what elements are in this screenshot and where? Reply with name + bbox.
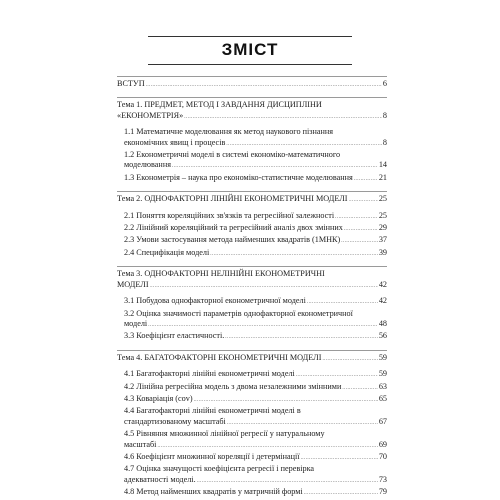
toc-page-number: 14 — [378, 160, 387, 170]
toc-page-number: 37 — [378, 235, 387, 245]
toc-section-entry[interactable] — [117, 211, 387, 223]
page-title: ЗМІСТ — [221, 40, 279, 59]
toc-section-entry[interactable] — [117, 296, 387, 308]
toc-chapter-entry[interactable] — [117, 97, 387, 123]
toc-page-number: 8 — [382, 110, 387, 120]
toc-entry-title: моделювання — [124, 160, 171, 170]
toc-entry-title: Тема 4. БАГАТОФАКТОРНІ ЕКОНОМЕТРИЧНІ МОДЕЛІ — [117, 352, 322, 362]
toc-section-entry[interactable] — [117, 309, 387, 332]
toc-dot-leader — [227, 419, 378, 429]
toc-page-number: 6 — [382, 79, 387, 88]
toc-dot-leader — [197, 477, 378, 487]
toc-page-number: 8 — [382, 137, 387, 147]
toc-entry-title: 2.4 Специфікація моделі — [124, 247, 210, 257]
toc-entry-title: 2.2 Лінійний кореляційний та регресійний аналіз двох змінних — [124, 223, 343, 233]
toc-dot-leader — [344, 225, 378, 235]
toc-chapter-entry[interactable] — [117, 266, 387, 292]
toc-page-number: 42 — [378, 296, 387, 306]
toc-entry-title: МОДЕЛІ — [117, 279, 149, 289]
toc-entry-title: адекватності моделі. — [124, 474, 196, 484]
toc-page-number: 69 — [378, 439, 387, 449]
toc-page-number: 79 — [378, 487, 387, 497]
toc-section-entry[interactable] — [117, 452, 387, 464]
toc-entry-title-line1: 4.7 Оцінка значущості коефіцієнта регресії і перевірка — [124, 464, 315, 474]
toc-dot-leader — [184, 113, 382, 123]
toc-entry-title: 1.3 Економетрія – наука про економіко-статистичне моделювання — [124, 172, 353, 182]
toc-dot-leader — [148, 321, 378, 331]
toc-dot-leader — [307, 298, 378, 308]
toc-chapter-entry[interactable] — [117, 191, 387, 206]
toc-page-number: 65 — [378, 393, 387, 403]
toc-entry-title: 4.1 Багатофакторні лінійні економетричні моделі — [124, 369, 295, 379]
toc-entry-title: 4.2 Лінійна регресійна модель з двома незалежними змінними — [124, 381, 342, 391]
toc-dot-leader — [226, 140, 382, 150]
toc-dot-leader — [146, 81, 382, 91]
toc-entry-title: економічних явищ і процесів — [124, 137, 226, 147]
toc-dot-leader — [225, 333, 378, 343]
toc-section-entry[interactable] — [117, 248, 387, 260]
toc-entry-title-line1: 1.1 Математичне моделювання як метод наукового пізнання — [124, 127, 334, 137]
toc-page-number: 25 — [378, 194, 387, 204]
toc-entry-title: Тема 2. ОДНОФАКТОРНІ ЛІНІЙНІ ЕКОНОМЕТРИЧНІ МОДЕЛІ — [117, 194, 348, 204]
toc-entry-title: 4.3 Коваріація (cov) — [124, 393, 193, 403]
toc-chapter-entry[interactable] — [117, 76, 387, 91]
toc-entry-title-line1: 1.2 Економетричні моделі в системі економіко-математичного — [124, 150, 341, 160]
toc-section-entry[interactable] — [117, 331, 387, 343]
toc-dot-leader — [210, 250, 378, 260]
toc-section-entry[interactable] — [117, 464, 387, 487]
toc-section-entry[interactable] — [117, 369, 387, 381]
toc-dot-leader — [301, 454, 378, 464]
toc-page-number: 73 — [378, 474, 387, 484]
toc-dot-leader — [341, 237, 378, 247]
toc-section-entry[interactable] — [117, 382, 387, 394]
toc-page-number: 67 — [378, 416, 387, 426]
toc-dot-leader — [194, 396, 378, 406]
toc-section-entry[interactable] — [117, 235, 387, 247]
toc-entry-title: «ЕКОНОМЕТРІЯ» — [117, 110, 184, 120]
toc-section-entry[interactable] — [117, 173, 387, 185]
toc-dot-leader — [304, 489, 378, 499]
toc-chapter-entry[interactable] — [117, 350, 387, 365]
toc-entry-title-line1: 4.5 Рівняння множинної лінійної регресії у натуральному — [124, 429, 325, 439]
toc-section-entry[interactable] — [117, 487, 387, 499]
toc-page-number: 48 — [378, 318, 387, 328]
toc-page-number: 25 — [378, 210, 387, 220]
toc-page-number: 42 — [378, 279, 387, 289]
toc-page-number: 63 — [378, 381, 387, 391]
toc-entry-title: моделі — [124, 318, 148, 328]
toc-entry-title: 2.3 Умови застосування метода найменших квадратів (1МНК) — [124, 235, 341, 245]
toc-page-number: 39 — [378, 247, 387, 257]
toc-dot-leader — [354, 175, 378, 185]
toc-page-number: 29 — [378, 223, 387, 233]
toc-dot-leader — [335, 213, 378, 223]
toc-entry-title: 3.1 Побудова однофакторної економетричної моделі — [124, 296, 306, 306]
toc-dot-leader — [172, 162, 378, 172]
toc-section-entry[interactable] — [117, 394, 387, 406]
toc-section-entry[interactable] — [117, 150, 387, 173]
toc-entry-title: 2.1 Поняття кореляційних зв'язків та регресійної залежності — [124, 210, 335, 220]
toc-page-number: 21 — [378, 172, 387, 182]
toc-entry-title: 4.6 Коефіцієнт множинної кореляції і детермінації — [124, 451, 300, 461]
table-of-contents — [117, 70, 387, 500]
toc-page-number: 59 — [378, 352, 387, 362]
toc-section-entry[interactable] — [117, 223, 387, 235]
toc-entry-title: 4.8 Метод найменших квадратів у матричній формі — [124, 487, 303, 497]
toc-dot-leader — [157, 442, 377, 452]
toc-entry-title-line1: 3.2 Оцінка значимості параметрів однофакторної економетричної — [124, 308, 353, 318]
toc-entry-title: стандартизованому масштабі — [124, 416, 226, 426]
toc-section-entry[interactable] — [117, 406, 387, 429]
title-rule-top — [148, 36, 352, 37]
toc-dot-leader — [322, 355, 377, 365]
toc-dot-leader — [296, 371, 378, 381]
toc-entry-title-line1: Тема 1. ПРЕДМЕТ, МЕТОД І ЗАВДАННЯ ДИСЦИПЛІНИ — [117, 100, 322, 110]
toc-dot-leader — [150, 282, 378, 292]
toc-page-number: 56 — [378, 331, 387, 341]
toc-entry-title: 3.3 Коефіцієнт еластичності. — [124, 331, 225, 341]
toc-section-entry[interactable] — [117, 429, 387, 452]
title-rule-bottom — [148, 64, 352, 65]
toc-entry-title-line1: 4.4 Багатофакторні лінійні економетричні моделі в — [124, 406, 301, 416]
toc-page-number: 70 — [378, 451, 387, 461]
toc-page-number: 59 — [378, 369, 387, 379]
toc-entry-title-line1: Тема 3. ОДНОФАКТОРНІ НЕЛІНІЙНІ ЕКОНОМЕТРИЧНІ — [117, 269, 325, 279]
toc-dot-leader — [342, 384, 377, 394]
toc-section-entry[interactable] — [117, 127, 387, 150]
toc-entry-title: масштабі — [124, 439, 157, 449]
toc-dot-leader — [349, 196, 378, 206]
toc-entry-title: ВСТУП — [117, 79, 145, 88]
